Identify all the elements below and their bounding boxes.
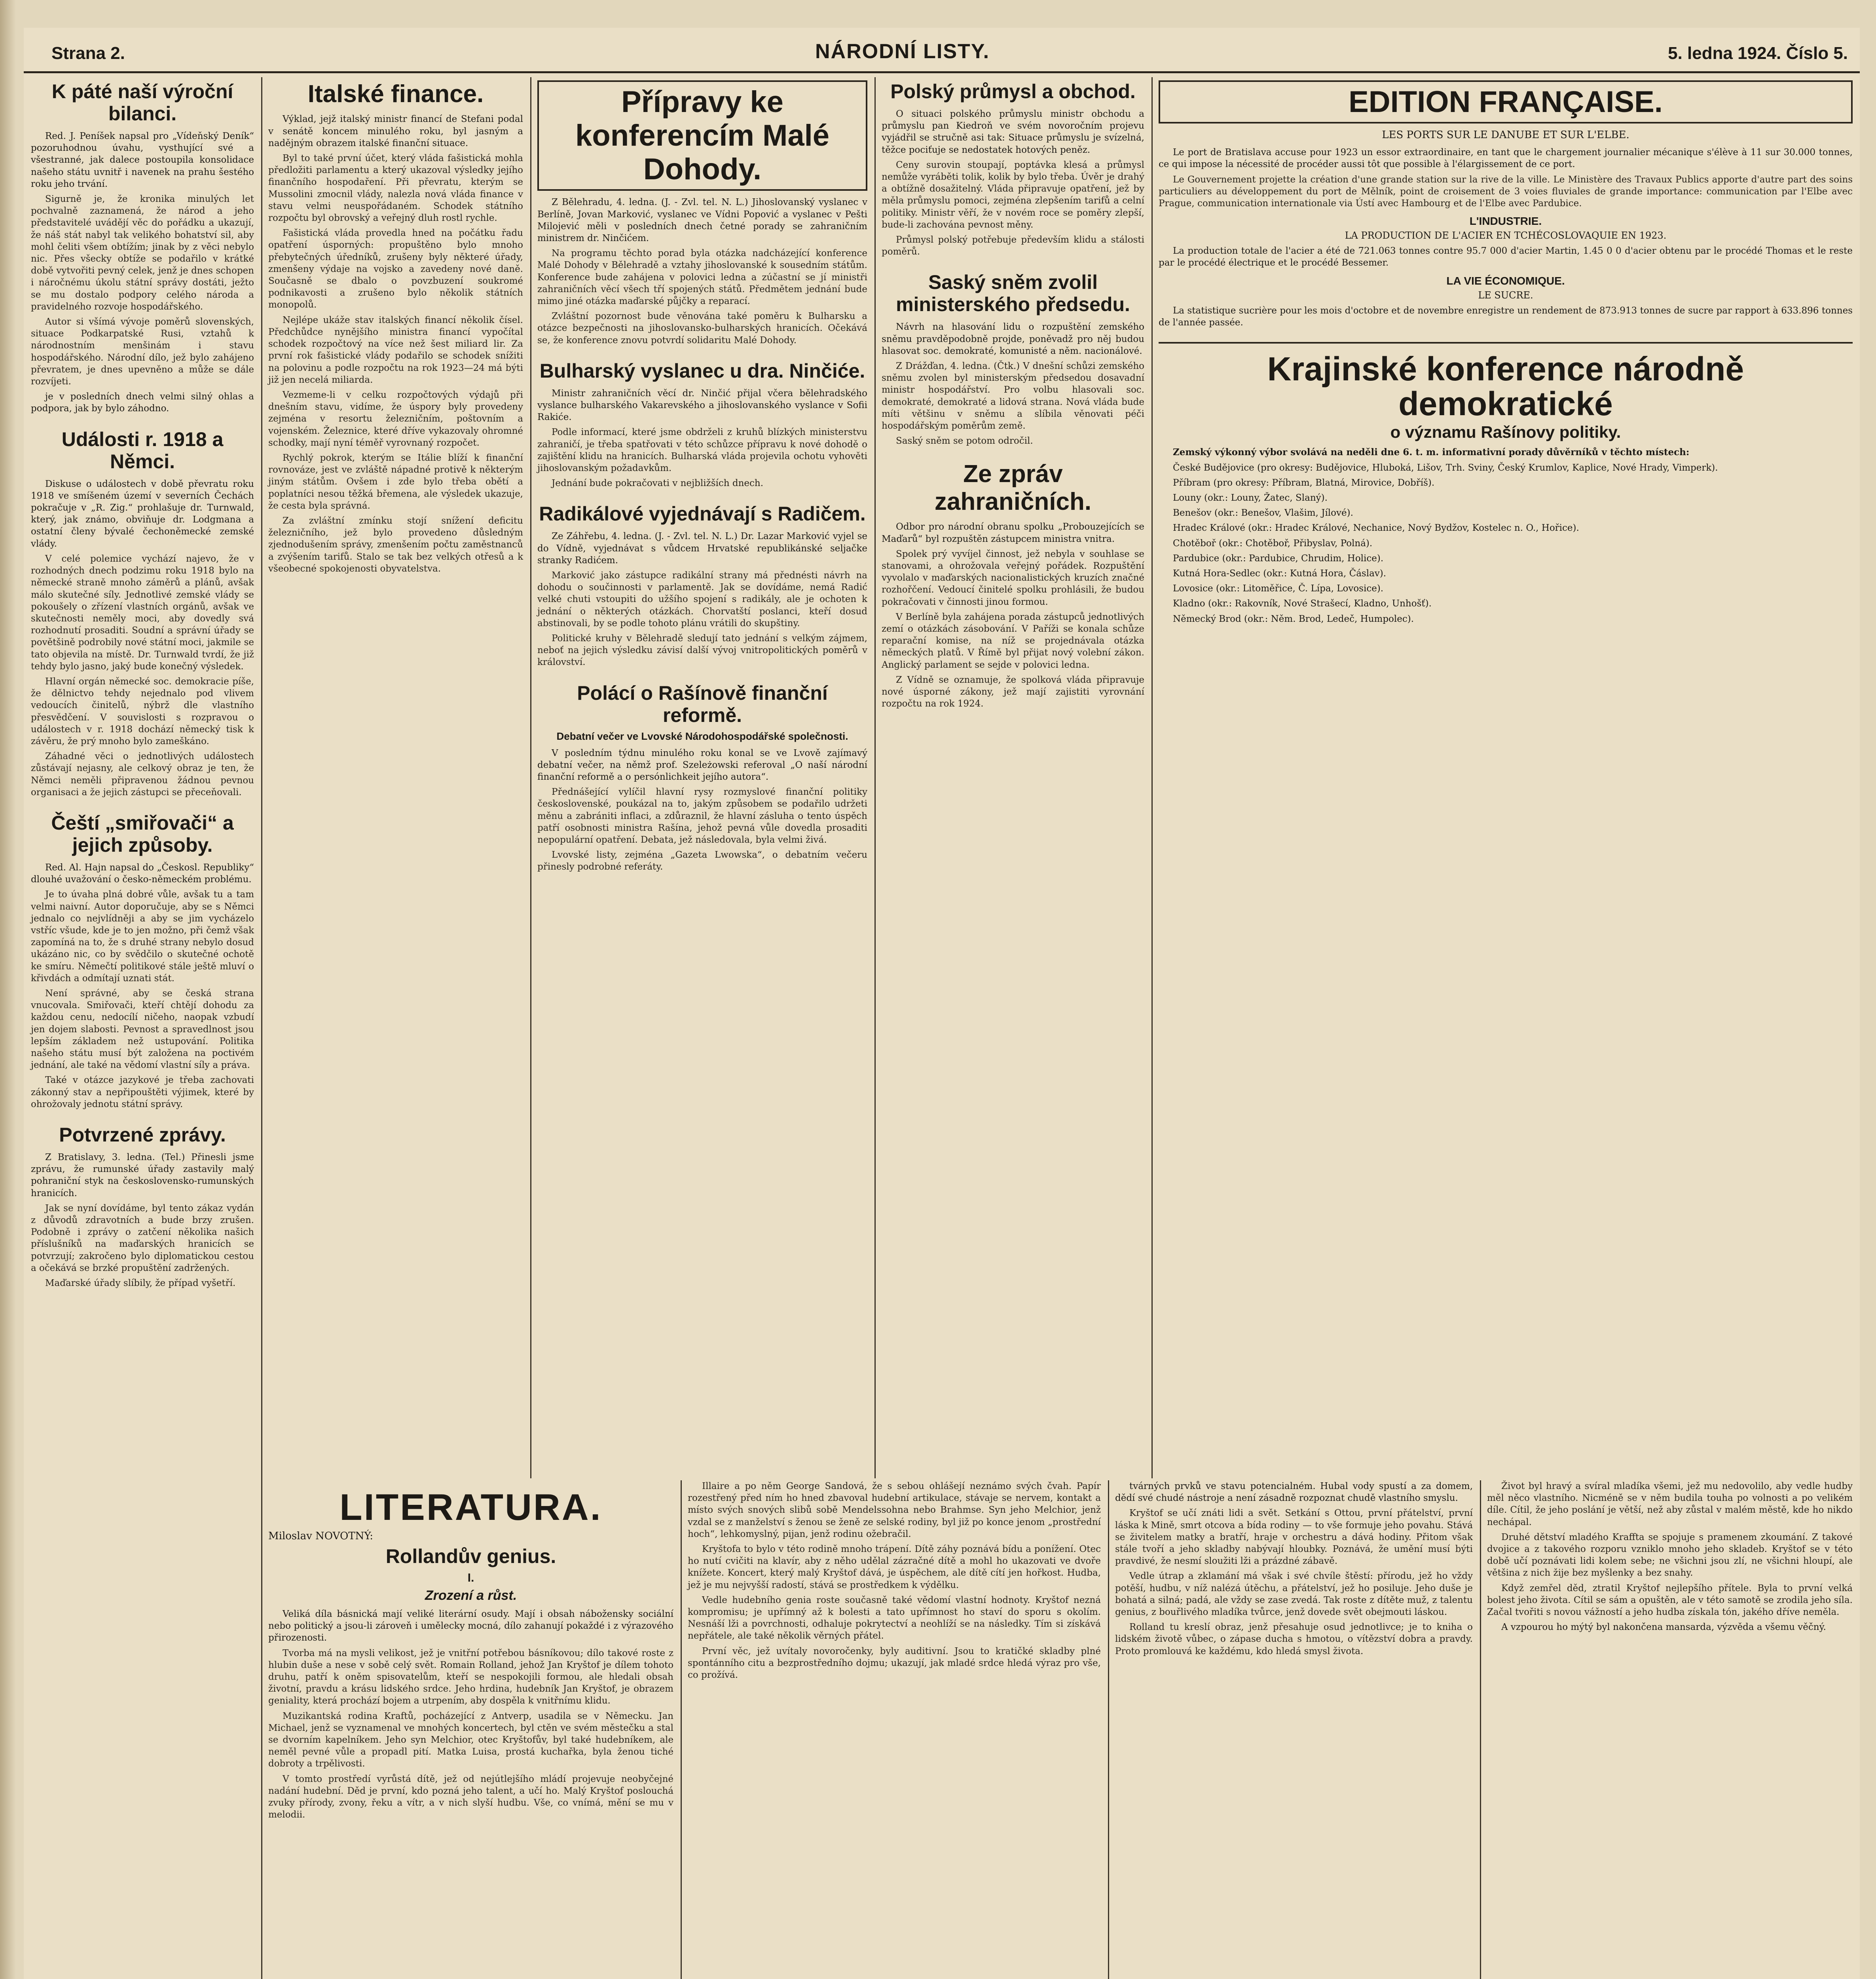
article-text: Přednášející vylíčil hlavní rysy rozmyslové finanční politiky československé, poukázal na to, jakým způsobem se podařilo udržeti měnu a zabrániti inflaci, a zdůraznil, že hlavní zásluha o tento úspěch patří osobnosti ministra Rašína, jehož pevná vůle dovedla prosaditi nepopulární opatření. Debata, jež následovala, byla velmi živá. — [537, 787, 867, 845]
article-text: Z Vídně se oznamuje, že spolková vláda připravuje nové úsporné zákony, jež mají zajistiti vyrovnání rozpočtu na rok 1924. — [882, 674, 1144, 709]
article-text: Je to úvaha plná dobré vůle, avšak tu a tam velmi naivní. Autor doporučuje, aby se s Němci jednalo co nejvlídněji a aby se jim vycházelo vstříc všude, kde je to jen možno, při čemž však zapomíná na to, že s druhé strany nebylo dosud ukázáno nic, co by svědčilo o skutečné ochotě ke smíru. Němečtí politikové stále ještě mluví o křivdách a odmítají uznati stát. — [31, 889, 254, 984]
column-1 — [24, 77, 262, 1979]
article-italian-finances — [268, 80, 523, 575]
article-poles-rasin — [537, 682, 867, 873]
article-text: Průmysl polský potřebuje především klidu a stálosti poměrů. — [882, 235, 1144, 257]
article-opening: O situaci polského průmyslu ministr obchodu a průmyslu pan Kiedroň ve svém novoročním projevu vyjádřil se stručně asi tak: Situace průmyslu je svízelná, těžce pociťuje se nedostatek hotových peněz. — [882, 109, 1144, 155]
article-text: Saský sněm se potom odročil. — [896, 436, 1033, 446]
article-text: Záhadné věci o jednotlivých událostech zůstávají nejasny, ale celkový obraz je ten, že Němci neměli připravenou žádnou pevnou organisaci a že jejich zástupci se přeceňovali. — [31, 751, 254, 798]
article-closing: je v posledních dnech velmi silný ohlas a podpora, jak by bylo záhodno. — [31, 391, 254, 414]
headline: Události r. 1918 a Němci. — [61, 428, 224, 473]
feuilleton-body — [1115, 1480, 1473, 1657]
article-text: Rolland tu kreslí obraz, jenž přesahuje osud jednotlivce; je to kniha o lidském životě vůbec, o zápase ducha s hmotou, o vítězství dobra a pravdy. Proto promlouvá ke každému, kdo hledá smysl života. — [1115, 1622, 1473, 1656]
article-text: Život byl hravý a svíral mladíka všemi, jež mu nedovolilo, aby vedle hudby měl něco vlastního. Nicméně se v něm budila touha po volnosti a po velikém díle. Cítil, že jeho poslání je větší, než aby zůstal v malém městě, kde ho nikdo nechápal. — [1487, 1481, 1853, 1527]
article-opening: Odbor pro národní obranu spolku „Probouzejících se Maďarů“ byl rozpuštěn zástupcem ministra vnitra. — [882, 522, 1144, 544]
section-text: La statistique sucrière pour les mois d'octobre et de novembre enregistre un rendement de 873.913 tonnes de sucre par rapport à 633.896 tonnes de l'année passée. — [1159, 305, 1853, 328]
article-opening: V posledním týdnu minulého roku konal se ve Lvově zajímavý debatní večer, na němž prof. Szeleżowski referoval „O naší národní finanční reformě a o persónlichkeit jejího autora“. — [537, 748, 867, 782]
serial-column-3 — [1108, 1480, 1481, 1979]
article-text: Rychlý pokrok, kterým se Itálie blíží k finanční rovnováze, jest ve zvláště nápadné protivě k některým jiným státům. Ovšem i zde bylo třeba obětí a poplatníci nesou těžká břemena, ale výsledek ukazuje, že cesta byla správná. — [268, 452, 523, 511]
article-text: Vedle útrap a zklamání má však i své chvíle štěstí: přírodu, jež ho vždy potěší, hudbu, v níž nalézá útěchu, a přátelství, jež ho posiluje. Jeho duše je bohatá a silná; padá, ale vždy se zase zvedá. Tak roste z dítěte muž, z talentu genius, z bouřlivého mladíka tvůrce, jenž dovede svět obejmouti láskou. — [1115, 1571, 1473, 1618]
page-header — [24, 28, 1860, 73]
article-text: Zvláštní pozornost bude věnována také poměru k Bulharsku a otázce bezpečnosti na jihoslovansko-bulharských hranicích. Očekává se, že konference znovu potvrdí solidaritu Malé Dohody. — [537, 311, 867, 346]
article-text: Fašistická vláda provedla hned na počátku řadu opatření úsporných: propuštěno bylo mnoho přebytečných úředníků, zrušeny byly některé úřady, zmenšeny výdaje na vojsko a zavedeny nové daně. Současně se dbalo o povzbuzení soukromé podnikavosti a zrušeno bylo několik státních monopolů. — [268, 228, 523, 310]
headline: Polácí o Rašínově finanční reformě. — [577, 682, 828, 726]
section-text: La production totale de l'acier a été de 721.063 tonnes contre 95.7 000 d'acier Martin, 1.45 0 0 d'acier obtenu par le procédé Thomas et le reste par le procédé électrique et le procédé Bessemer. — [1159, 246, 1853, 268]
newspaper-page — [24, 28, 1860, 1979]
article-opening: Le port de Bratislava accuse pour 1923 un essor extraordinaire, en tant que le chargement journalier mécanique s'élève à 11 sur 30.000 tonnes, ce qui impose la nécessité de procéder aussi tôt que possible à l'élargissement de ce port. — [1159, 147, 1853, 170]
article-text: Marković jako zástupce radikální strany má přednésti návrh na dohodu o součinnosti v parlamentě. Jak se dovídáme, nemá Radić velké chuti vstoupiti do užšího spojení s radikály, ale je ochoten k jednání o některých otázkách. Chorvatští poslanci, kteří dosud abstinovali, by se podle tohoto plánu vrátili do skupštiny. — [537, 570, 867, 629]
article-text: V celé polemice vychází najevo, že v rozhodných dnech podzimu roku 1918 bylo na německé straně mnoho záměrů a plánů, avšak málo skutečné síly. Jednotlivé zemské vlády se pokoušely o zřízení vlastních orgánů, avšak ve skutečnosti neměly moci, aby dovedly svá rozhodnutí prosaditi. Soudní a správní úřady se povětšině podrobily nové státní moci, jakmile se tato objevila na místě. Dr. Turnwald tvrdí, že již tehdy bylo jasno, jaký bude konečný výsledek. — [31, 553, 254, 672]
article-text: Když zemřel děd, ztratil Kryštof nejlepšího přítele. Byla to první velká bolest jeho života. Cítil se sám a opuštěn, ale v této samotě se zrodila jeho síla. Začal tvořiti s novou vážností a jeho hudba získala tón, jakého dříve neměla. — [1487, 1583, 1853, 1618]
serial-column-2 — [681, 1480, 1109, 1979]
section-title: Zrození a růst. — [425, 1588, 517, 1603]
column-5 — [1151, 77, 1860, 1478]
article-opening: Red. Al. Hajn napsal do „Českosl. Republiky“ dlouhé uvažování o česko-německém problému. — [31, 862, 254, 885]
headline: K páté naší výroční bilanci. — [51, 80, 233, 125]
newspaper-title: NÁRODNÍ LISTY. — [815, 40, 990, 63]
headline: Přípravy ke konferencím Malé Dohody. — [537, 80, 867, 191]
article-radicals-radic — [537, 503, 867, 668]
subheading: o významu Rašínovy politiky. — [1390, 423, 1621, 442]
article-opening: Z Bělehradu, 4. ledna. (J. - Zvl. tel. N. L.) Jihoslovanský vyslanec v Berlíně, Jovan Marković, vyslanec ve Vídni Popović a vyslanec v Pešti Milojević měli v posledních dnech četné porady se zahraničním ministrem dr. Ninčićem. — [537, 197, 867, 243]
section-mark: I. — [467, 1571, 474, 1584]
article-text: Vedle hudebního genia roste současně také vědomí vlastní hodnoty. Kryštof nezná kompromisu; je upřímný až k bolesti a tato upřímnost ho staví do sporu s okolím. Nesnáší lži a povrchnosti, odhaluje pokrytectví a neohlíží se na následky. Tím si získává nepřátele, ale také několik věrných přátel. — [688, 1595, 1101, 1641]
feuilleton-body — [688, 1480, 1101, 1681]
feuilleton-body — [268, 1608, 673, 1821]
article-opening: Ze Záhřebu, 4. ledna. (J. - Zvl. tel. N. L.) Dr. Lazar Marković vyjel se do Vídně, vyjednávat s vůdcem Hrvatské republikánské seljačke stranky Radićem. — [537, 531, 867, 566]
date-issue: 5. ledna 1924. Číslo 5. — [1668, 44, 1848, 63]
place-item: Benešov (okr.: Benešov, Vlašim, Jílové). — [1173, 508, 1353, 518]
feuilleton-body — [1487, 1480, 1853, 1633]
section-heading: LA VIE ÉCONOMIQUE. — [1446, 274, 1565, 287]
headline: EDITION FRANÇAISE. — [1159, 80, 1853, 123]
article-text: Hlavní orgán německé soc. demokracie píše, že dělnictvo tehdy nejednalo pod vlivem vedoucích činitelů, nýbrž dle vlastního přesvědčení. V souvislosti s rozpravou o událostech v r. 1918 dochází německý tisk k závěru, že prý mnoho bylo zameškáno. — [31, 676, 254, 746]
article-text: Le Gouvernement projette la création d'une grande station sur la rive de la ville. Le Ministère des Travaux Publics apporte d'autre part des soins particuliers au développement du port de Mělník, point de croisement de 3 voies fluviales de grande importance: communication par l'Elbe avec Prague, communication internationale via Ústí avec Hambourg et de l'Elbe avec Pardubice. — [1159, 174, 1853, 209]
article-text: Illaire a po něm George Sandová, že s sebou ohlášejí neznámo svých čvah. Papír rozestřený před ním ho hned zbavoval hudební artikulace, stávaje se nervem, kontakt a místo svých snových slibů sobě Mendelssohna nebo Brahmse. Syn jeho Melchior, jenž vzdal se z manželství s ženou se ženě ze selské rodiny, byl již po konce jenom „prostřední hoch“, lehkomyslný, pijan, jenž rodinu ožebračil. — [688, 1481, 1101, 1539]
article-saxon-diet — [882, 271, 1144, 447]
article-little-entente — [537, 80, 867, 346]
article-opening: Návrh na hlasování lidu o rozpuštění zemského sněmu pravděpodobně projde, poněvadž pro něj budou hlasovat soc. demokraté, komunisté a něm. nacionálové. — [882, 322, 1144, 356]
place-item: Kladno (okr.: Rakovník, Nové Strašecí, Kladno, Unhošť). — [1173, 598, 1432, 609]
article-text: Není správné, aby se česká strana vnucovala. Smiřovači, kteří chtějí dohodu za každou cenu, nedocílí ničeho, naopak vzbudí jen dojem slabosti. Pevnost a spravedlnost jsou lepším základem než ustupování. Politika našeho státu musí být založena na poctivém jednání, ale také na vědomí vlastní síly a práva. — [31, 988, 254, 1071]
subheading: LES PORTS SUR LE DANUBE ET SUR L'ELBE. — [1382, 129, 1629, 141]
article-foreign-news — [882, 460, 1144, 710]
article-opening: Ministr zahraničních věcí dr. Ninčić přijal včera bělehradského vyslance bulharského Vakarevského a jihoslovanského vyslance v Sofii Rakiće. — [537, 388, 867, 423]
article-opening: Veliká díla básnická mají veliké literární osudy. Mají i obsah nábožensky sociální nebo politický a jsou-li zároveň i umělecky mocná, dílo zahanují pokaždé i z výrazového přirozenosti. — [268, 1609, 673, 1643]
byline: Miloslav NOVOTNÝ: — [268, 1530, 374, 1542]
literatura-column — [261, 1480, 682, 1979]
article-bulgarian-envoy — [537, 360, 867, 490]
section-title: LE SUCRE. — [1478, 289, 1533, 301]
headline: Polský průmysl a obchod. — [890, 80, 1136, 103]
headline: LITERATURA. — [340, 1486, 602, 1528]
place-item: Louny (okr.: Louny, Žatec, Slaný). — [1173, 492, 1328, 503]
article-opening: Výklad, jejž italský ministr financí de Stefani podal v senátě koncem minulého roku, byl jasným a nadějným obrazem italské finanční situace. — [268, 114, 523, 148]
article-confirmed-reports — [31, 1124, 254, 1289]
article-text: A vzpourou ho mýtý byl nakončena mansarda, výzvěda a všemu věčný. — [1501, 1622, 1826, 1633]
article-text: tvárných prvků ve stavu potencialném. Hubal vody spustí a za domem, dědí své chudé nástroje a není zásadně rozpoznat chudě vlastního smyslu. — [1115, 1481, 1473, 1504]
section-title: LA PRODUCTION DE L'ACIER EN TCHÉCOSLOVAQUIE EN 1923. — [1345, 230, 1667, 241]
article-text: První věc, jež uvítaly novoročenky, byly auditivní. Jsou to kratičké skladby plné spontánního citu a bezprostředního dojmu; ukazují, jak mladé srdce hledá výraz pro vše, co prožívá. — [688, 1646, 1101, 1681]
article-text: V tomto prostředí vyrůstá dítě, jež od nejútlejšího mládí projevuje neobyčejné nadání hudební. Děd je první, kdo pozná jeho talent, a učí ho. Malý Kryštof poslouchá zvuky přírody, zvony, řeku a vítr, a v nich slyší hudbu. Vše, co vnímá, mění se mu v melodii. — [268, 1774, 673, 1820]
column-3 — [530, 77, 876, 1478]
place-item: Kutná Hora-Sedlec (okr.: Kutná Hora, Čáslav). — [1173, 568, 1387, 579]
article-opening: Zemský výkonný výbor svolává na neděli dne 6. t. m. informativní porady důvěrníků v těchto místech: — [1173, 447, 1690, 458]
article-opening: Z Bratislavy, 3. ledna. (Tel.) Přinesli jsme zprávu, že rumunské úřady zastavily malý pohraniční styk na československo-rumunských hranicích. — [31, 1152, 254, 1198]
article-text: Na programu těchto porad byla otázka nadcházející konference Malé Dohody v Bělehradě a vztahy jihoslovanské k sousedním státům. Konference bude zahájena v polovici ledna a zúčastní se jí ministři zahraničních věcí všech tří spojených států. Předmětem jednání bude mimo jiné otázka maďarské půjčky a reparací. — [537, 248, 867, 306]
place-item: Hradec Králové (okr.: Hradec Králové, Nechanice, Nový Bydžov, Kostelec n. O., Hořice). — [1173, 523, 1579, 534]
article-text: Vezmeme-li v celku rozpočtových výdajů při dnešním stavu, vidíme, že úspory byly provedeny zejména v resortu železničním, poštovním a vojenském. Železnice, které dříve vykazovaly ohromné schodky, mají nyní téměř vyrovnaný rozpočet. — [268, 389, 523, 448]
article-text: Lvovské listy, zejména „Gazeta Lwowska“, o debatním večeru přinesly podrobné referáty. — [537, 850, 867, 872]
article-text: Byl to také první účet, který vláda fašistická mohla předložiti parlamentu a který ukazoval výsledky jejího finančního hospodaření. Při převratu, kterým se Mussolini zmocnil vlády, nalezla nová vláda finance v stavu velmi neuspořádaném. Schodek státního rozpočtu byl obrovský a veřejný dluh rostl rychle. — [268, 153, 523, 224]
place-item: Příbram (pro okresy: Příbram, Blatná, Mirovice, Dobříš). — [1173, 477, 1435, 488]
article-text: Za zvláštní zmínku stojí snížení deficitu železničního, jež bylo provedeno důsledným zjednodušením správy, zmenšením počtu zaměstnanců a zvýšením tarifů. Stalo se tak bez velkých otřesů a k všeobecné spokojenosti obyvatelstva. — [268, 515, 523, 574]
article-text: Z Drážďan, 4. ledna. (Čtk.) V dnešní schůzi zemského sněmu zvolen byl ministerským předsedou dosavadní ministr hospodářství. Pro volbu hlasovali soc. demokraté, demokraté a lidová strana. Nová vláda bude míti většinu v sněmu a slíbila věnovati péči hospodářským poměrům země. — [882, 361, 1144, 431]
article-text: Spolek prý vyvíjel činnost, jež nebyla v souhlase se stanovami, a ohrožovala veřejný pořádek. Rozpuštění vyvolalo v maďarských nacionalistických kruzích značné rozhořčení. Vedoucí činitelé spolku prohlásili, že budou pokračovati v činnosti jinou formou. — [882, 549, 1144, 607]
place-item: Lovosice (okr.: Litoměřice, Č. Lípa, Lovosice). — [1173, 583, 1384, 594]
article-text: V Berlíně byla zahájena porada zástupců jednotlivých zemí o otázkách zásobování. V Paříži se konala schůze reparační komise, na níž se projednávala otázka německých platů. V Římě byl přijat nový volební zákon. Anglický parlament se sejde v polovici ledna. — [882, 612, 1144, 670]
article-text: Druhé dětství mladého Kraffta se spojuje s pramenem zkoumání. Z takové dvojice a z takového rozporu vzniklo mnoho jeho skladeb. Kryštof se v této době učí poznávati lidi kolem sebe; ne všichni jsou zlí, ne všichni hloupí, ale většina z nich žije bez myšlenky a bez snahy. — [1487, 1532, 1853, 1578]
headline: Krajinské konference národně demokratické — [1267, 350, 1744, 423]
article-text: Autor si všímá vývoje poměrů slovenských, situace Podkarpatské Rusi, vztahů k národnostním menšinám i stavu hospodářského. Národní dílo, jež bylo zahájeno převratem, je dnes upevněno a může se dále rozvíjeti. — [31, 317, 254, 387]
article-edition-francaise — [1159, 80, 1853, 329]
section-heading: L'INDUSTRIE. — [1469, 215, 1542, 228]
article-opening: Red. J. Peníšek napsal pro „Vídeňský Deník“ pozoruhodnou úvahu, vysthující své a všestranné, jak dalece postoupila konsolidace našeho státu uvnitř i navenek na prahu šestého roku jeho trvání. — [31, 131, 254, 189]
serial-column-4 — [1480, 1480, 1860, 1979]
article-text: Politické kruhy v Bělehradě sledují tato jednání s velkým zájmem, neboť na jejich výsledku závisí další vývoj vnitropolitických poměrů v království. — [537, 633, 867, 668]
article-text: Ceny surovin stoupají, poptávka klesá a průmysl nemůže vyráběti tolik, kolik by bylo třeba. Úvěr je drahý a obtížně dosažitelný. Vláda připravuje opatření, jež by měla průmyslu pomoci, zejména zlepšením tarifů a celní politiky. Ministr věří, že v novém roce se poměry zlepší, bude-li zachována pevnost měny. — [882, 160, 1144, 230]
article-text: Podle informací, které jsme obdrželi z kruhů blízkých ministerstvu zahraničí, je třeba spatřovati v této schůzce přípravu k nové dohodě o zajištění klidu na hranicích. Bulharská vláda projevila ochotu vyhověti jihoslovanským požadavkům. — [537, 427, 867, 473]
article-text: Také v otázce jazykové je třeba zachovati zákonný stav a nepřipouštěti výjimek, které by ohrožovaly jednotu státní správy. — [31, 1075, 254, 1109]
headline: Radikálové vyjednávají s Radičem. — [539, 503, 866, 525]
article-text: Tvorba má na mysli velikost, jež je vnitřní potřebou básníkovou; dílo takové roste z hlubin duše a nese v sobě celý svět. Romain Rolland, jehož Jan Kryštof je dílem tohoto druhu, patří k oněm spisovatelům, kteří se nespokojili formou, ale hledali obsah životní, pravdu a krásu lidského srdce. Jeho hrdina, hudebník Jan Kryštof, je obrazem geniality, která prochází bojem a utrpením, aby dospěla k vnitřnímu klidu. — [268, 1648, 673, 1706]
place-item: Chotěboř (okr.: Chotěboř, Přibyslav, Polná). — [1173, 538, 1373, 549]
headline: Saský sněm zvolil ministerského předsedu. — [896, 271, 1130, 316]
article-text: Nejlépe ukáže stav italských financí několik čísel. Předchůdce nynějšího ministra financí vypočítal schodek rozpočtový na více než šest miliard lir. Za první rok fašistické vlády podařilo se schodek snížiti na polovinu a podle rozpočtu na rok 1923—24 má býti již jen necelá miliarda. — [268, 315, 523, 385]
article-polish-industry — [882, 80, 1144, 258]
article-text: Jednání bude pokračovati v nejbližších dnech. — [552, 478, 764, 489]
headline: Bulharský vyslanec u dra. Ninčiće. — [539, 359, 865, 382]
headline: Čeští „smiřovači“ a jejich způsoby. — [51, 811, 234, 856]
subheading: Debatní večer ve Lvovské Národohospodářské společnosti. — [556, 730, 848, 742]
article-text: Kryštof se učí znáti lidi a svět. Setkání s Ottou, první přátelství, první láska k Mině, smrt otcova a bída rodiny — to vše formuje jeho povahu. Stává se živitelem matky a bratří, hraje v orchestru a dává hodiny. Přitom však stále tvoří a jeho skladby nabývají hloubky. Poznává, že umění musí býti pravdivé, že nesmí sloužiti lži a prázdné zábavě. — [1115, 1508, 1473, 1567]
article-regional-conferences — [1159, 351, 1853, 625]
page-edge-shadow — [0, 0, 16, 1979]
article-text: Kryštofa to bylo v této rodině mnoho trápení. Dítě záhy poznává bídu a ponížení. Otec ho nutí cvičiti na klavír, aby z něho udělal zázračné dítě a mohl ho ukazovati ve dvoře knížete. Koncert, který malý Kryštof dává, je úspěchem, ale dítě cítí jen hořkost. Hudba, jež je mu nejvyšší radostí, stává se prostředkem k výdělku. — [688, 1544, 1101, 1590]
column-2 — [261, 77, 531, 1478]
divider — [1159, 342, 1853, 344]
page-number: Strana 2. — [51, 44, 125, 63]
article-text: Sigurně je, že kronika minulých let pochvalně zaznamená, že národ a jeho představitelé uvádějí věc do pořádku a ukazují, že náš stát nabyl tak velikého bohatství sil, aby mohl čeliti všem obtížím; jinak by z věci nebylo nic. Přes všecky obtíže se podařilo v krátké době vytvořiti pevný celek, jenž je dnes schopen i náročnému úkolu státní správy dostáti, ježto se mu dostalo podpory celého národa a pravidelného rozvoje hospodářského. — [31, 194, 254, 312]
headline: Ze zpráv zahraničních. — [934, 460, 1092, 515]
article-czech-reconcilers — [31, 812, 254, 1110]
place-item: Pardubice (okr.: Pardubice, Chrudim, Holice). — [1173, 553, 1384, 564]
subheading: Rollandův genius. — [385, 1545, 556, 1567]
headline: Potvrzené zprávy. — [59, 1124, 226, 1146]
column-4 — [874, 77, 1153, 1478]
article-events-1918 — [31, 428, 254, 798]
article-opening: Diskuse o událostech v době převratu roku 1918 ve smíšeném území v severních Čechách pokračuje v „R. Zig.“ prohlašuje dr. Turnwald, který, jak známo, obviňuje dr. Lodgmana a ostatní členy bývalé čechoněmecké zemské vlády. — [31, 479, 254, 549]
article-text: Maďarské úřady slíbily, že případ vyšetří. — [45, 1278, 236, 1289]
article-text: Jak se nyní dovídáme, byl tento zákaz vydán z důvodů zdravotních a bude brzy zrušen. Podobně i zprávy o zatčení několika našich příslušníků na maďarských hranicích se potvrzují; zakročeno bylo diplomatickou cestou a očekává se brzké propuštění zadržených. — [31, 1203, 254, 1273]
headline: Italské finance. — [307, 80, 484, 108]
article-annual-balance — [31, 80, 254, 415]
place-item: České Budějovice (pro okresy: Budějovice, Hluboká, Lišov, Trh. Sviny, Český Krumlov, Kaplice, Nové Hrady, Vimperk). — [1173, 462, 1718, 473]
article-text: Muzikantská rodina Kraftů, pocházející z Antverp, usadila se v Německu. Jan Michael, jenž se vyznamenal ve mnohých koncertech, byl ctěn ve svém městečku a stal se dvorním kapelníkem. Jeho syn Melchior, otec Kryštofův, byl také hudebníkem, ale neměl pevné vůle a propadl pití. Matka Luisa, prostá kuchařka, byla ženou tiché dobroty a trpělivosti. — [268, 1711, 673, 1769]
place-item: Německý Brod (okr.: Něm. Brod, Ledeč, Humpolec). — [1173, 613, 1414, 624]
